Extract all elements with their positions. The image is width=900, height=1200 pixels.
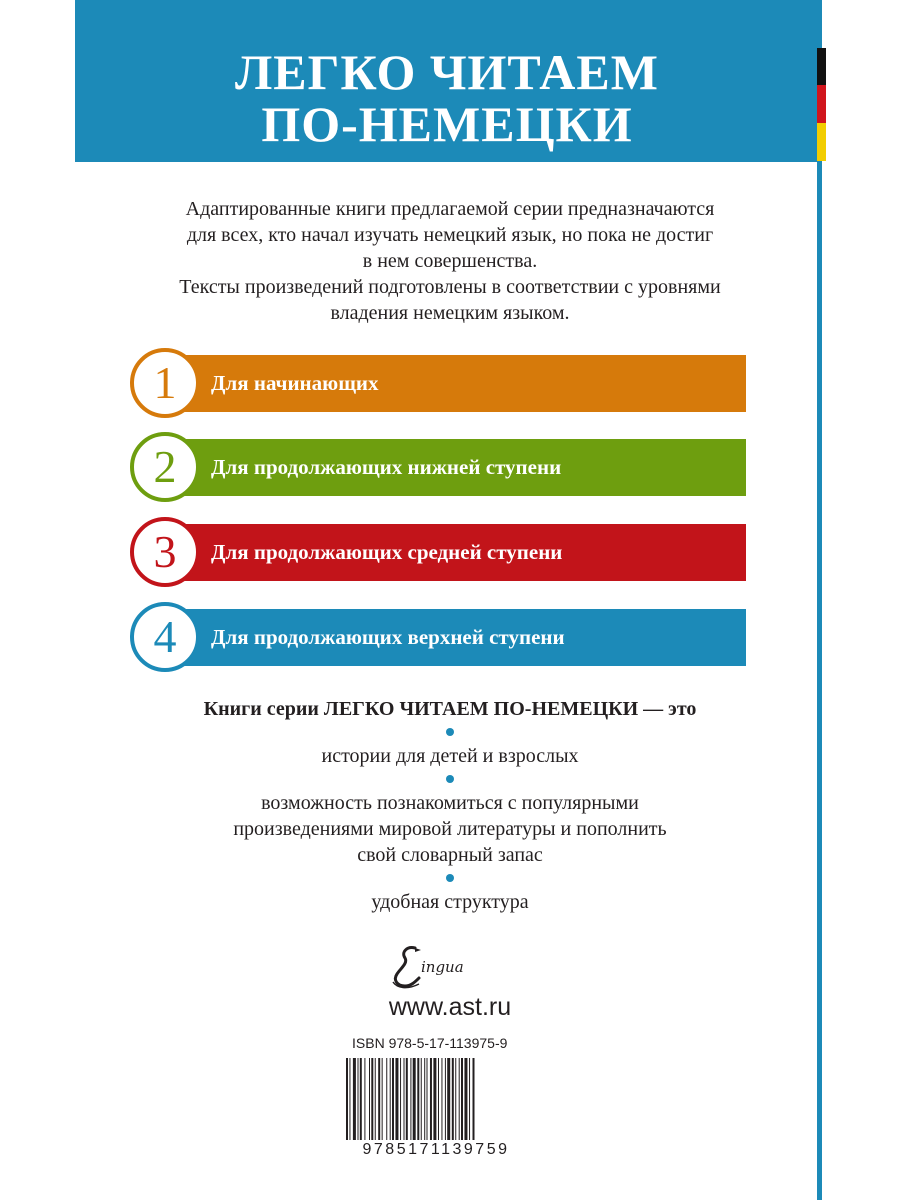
series-title <box>75 46 819 150</box>
isbn-label: ISBN 978-5-17-113975-9 <box>352 1035 508 1051</box>
spine-stripe <box>817 0 822 1200</box>
lingua-wordmark: ingua <box>421 958 464 976</box>
feature-item-line: свой словарный запас <box>357 844 543 866</box>
series-title-line-1: ЛЕГКО ЧИТАЕМ <box>235 44 659 100</box>
intro-line: владения немецким языком. <box>330 302 570 324</box>
bullet-dot-icon <box>446 775 454 783</box>
lingua-logo <box>385 944 525 992</box>
intro-text <box>110 196 790 326</box>
level-3-number: 3 <box>130 517 200 587</box>
level-2-number: 2 <box>130 432 200 502</box>
german-flag-gold-stripe <box>817 123 826 161</box>
feature-item: истории для детей и взрослых <box>321 745 579 767</box>
level-4-number: 4 <box>130 602 200 672</box>
feature-item: удобная структура <box>371 891 529 913</box>
barcode-digits: 9785171139759 <box>338 1140 534 1160</box>
level-1-label: Для начинающих <box>211 371 379 395</box>
intro-line: в нем совершенства. <box>362 250 538 272</box>
series-intro: Книги серии ЛЕГКО ЧИТАЕМ ПО-НЕМЕЦКИ — это <box>203 698 697 720</box>
level-3 <box>130 517 746 583</box>
feature-item-line: произведениями мировой литературы и пополнить <box>233 818 667 840</box>
header-banner <box>75 0 819 162</box>
bullet-dot-icon <box>446 728 454 736</box>
level-2 <box>130 432 746 498</box>
german-flag-black-stripe <box>817 48 826 85</box>
series-features <box>110 696 790 915</box>
level-2-label: Для продолжающих нижней ступени <box>211 455 562 479</box>
feature-item <box>110 790 790 868</box>
intro-line: Адаптированные книги предлагаемой серии предназначаются <box>185 198 715 220</box>
feature-item-line: возможность познакомиться с популярными <box>261 792 639 814</box>
level-4 <box>130 602 746 668</box>
publisher-url: www.ast.ru <box>388 993 512 1021</box>
series-title-line-2: ПО-НЕМЕЦКИ <box>261 96 633 152</box>
intro-line: для всех, кто начал изучать немецкий язык, но пока не достиг <box>186 224 714 246</box>
level-4-label: Для продолжающих верхней ступени <box>211 625 565 649</box>
lingua-swan-icon <box>385 944 425 992</box>
german-flag-red-stripe <box>817 85 826 123</box>
level-1 <box>130 348 746 414</box>
intro-line: Тексты произведений подготовлены в соответствии с уровнями <box>179 276 721 298</box>
level-3-label: Для продолжающих средней ступени <box>211 540 563 564</box>
level-1-number: 1 <box>130 348 200 418</box>
bullet-dot-icon <box>446 874 454 882</box>
